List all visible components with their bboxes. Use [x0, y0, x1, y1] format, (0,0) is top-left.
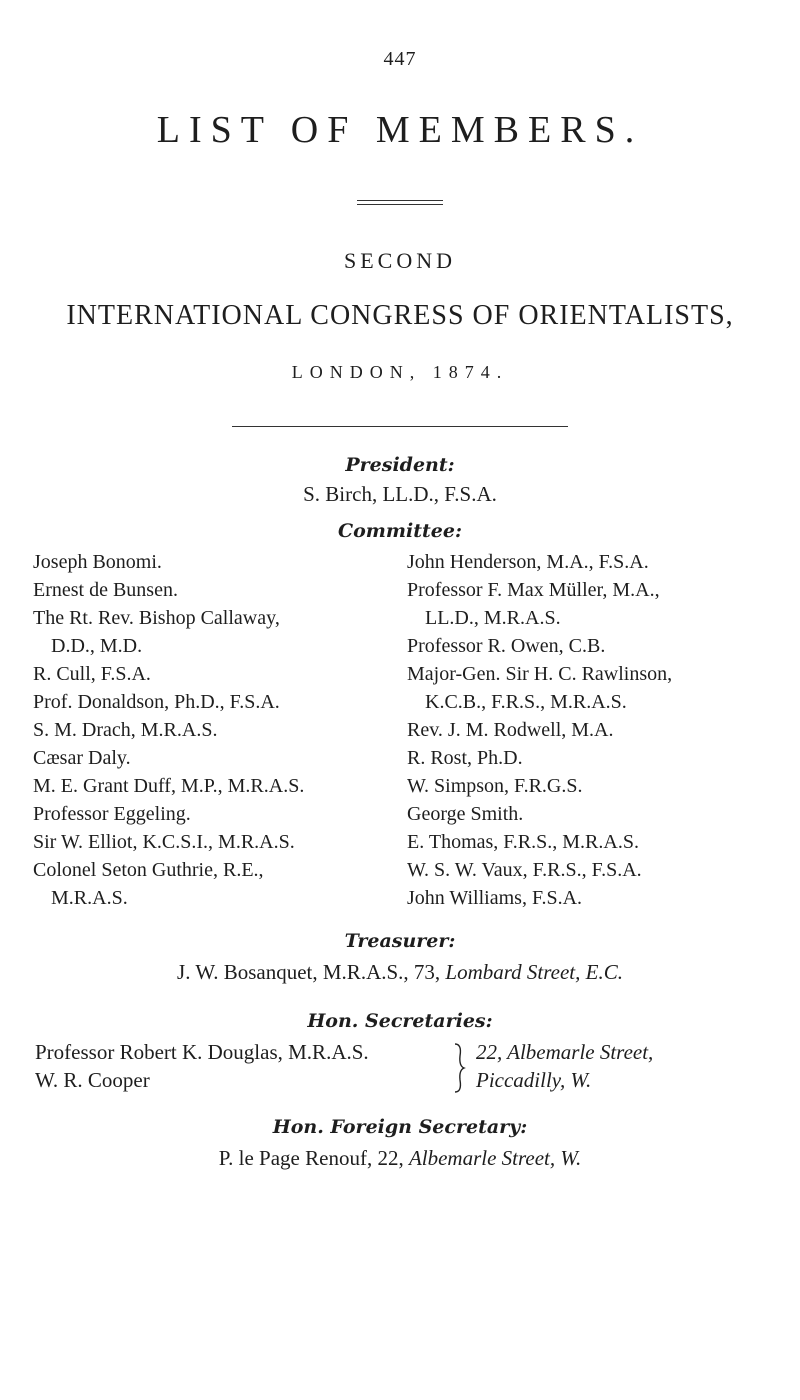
divider	[357, 204, 443, 205]
subtitle: SECOND	[343, 248, 456, 273]
treasurer-address: Lombard Street, E.C.	[445, 960, 623, 984]
secretary-name: Professor Robert K. Douglas, M.R.A.S.	[35, 1040, 369, 1064]
committee-member: E. Thomas, F.R.S., M.R.A.S.	[407, 831, 639, 853]
committee-member: Joseph Bonomi.	[33, 551, 162, 573]
committee-member: Professor F. Max Müller, M.A.,	[407, 579, 660, 601]
foreign-secretary-heading: Hon. Foreign Secretary:	[272, 1116, 528, 1138]
committee-left-column	[33, 548, 304, 912]
committee-member: D.D., M.D.	[51, 635, 143, 657]
committee-member: Major-Gen. Sir H. C. Rawlinson,	[407, 663, 673, 685]
treasurer-name: J. W. Bosanquet, M.R.A.S., 73,	[177, 960, 441, 984]
divider	[232, 426, 568, 427]
committee-member: Prof. Donaldson, Ph.D., F.S.A.	[33, 691, 280, 713]
committee-member: Cæsar Daly.	[33, 747, 131, 769]
foreign-secretary-name: P. le Page Renouf, 22,	[218, 1146, 404, 1170]
committee-member: Ernest de Bunsen.	[33, 579, 178, 601]
secretaries-heading: Hon. Secretaries:	[307, 1010, 493, 1032]
committee-member: R. Cull, F.S.A.	[33, 663, 151, 685]
committee-member: Professor Eggeling.	[33, 803, 191, 825]
foreign-secretary-address: Albemarle Street, W.	[408, 1146, 582, 1170]
committee-member: Professor R. Owen, C.B.	[407, 635, 606, 657]
committee-member: M. E. Grant Duff, M.P., M.R.A.S.	[33, 775, 305, 797]
committee-member: George Smith.	[407, 803, 524, 825]
president-heading: President:	[345, 454, 455, 476]
committee-member: The Rt. Rev. Bishop Callaway,	[33, 607, 280, 629]
committee-member: K.C.B., F.R.S., M.R.A.S.	[425, 691, 627, 713]
committee-member: W. Simpson, F.R.G.S.	[407, 775, 583, 797]
committee-member: John Williams, F.S.A.	[407, 887, 583, 909]
secretary-name: W. R. Cooper	[35, 1068, 150, 1092]
committee-member: Rev. J. M. Rodwell, M.A.	[407, 719, 614, 741]
committee-member: Sir W. Elliot, K.C.S.I., M.R.A.S.	[33, 831, 295, 853]
secretaries-address-line2: Piccadilly, W.	[476, 1068, 592, 1092]
secretaries-address-line1: 22, Albemarle Street,	[476, 1040, 654, 1064]
brace-icon	[452, 1042, 466, 1094]
president-name: S. Birch, LL.D., F.S.A.	[303, 482, 497, 506]
foreign-secretary-line	[0, 1146, 800, 1171]
divider	[357, 200, 443, 201]
committee-member: R. Rost, Ph.D.	[407, 747, 523, 769]
page-title: LIST OF MEMBERS.	[156, 109, 644, 151]
committee-member: LL.D., M.R.A.S.	[425, 607, 561, 629]
committee-member: Colonel Seton Guthrie, R.E.,	[33, 859, 264, 881]
page-number: 447	[383, 48, 417, 70]
treasurer-line	[0, 960, 800, 985]
committee-member: W. S. W. Vaux, F.R.S., F.S.A.	[407, 859, 642, 881]
committee-member: S. M. Drach, M.R.A.S.	[33, 719, 218, 741]
committee-heading: Committee:	[338, 520, 462, 542]
treasurer-heading: Treasurer:	[344, 930, 456, 952]
place-date: LONDON, 1874.	[291, 362, 509, 382]
committee-member: John Henderson, M.A., F.S.A.	[407, 551, 649, 573]
committee-right-column	[407, 548, 672, 912]
congress-title: INTERNATIONAL CONGRESS OF ORIENTALISTS,	[66, 300, 734, 331]
committee-member: M.R.A.S.	[51, 887, 128, 909]
